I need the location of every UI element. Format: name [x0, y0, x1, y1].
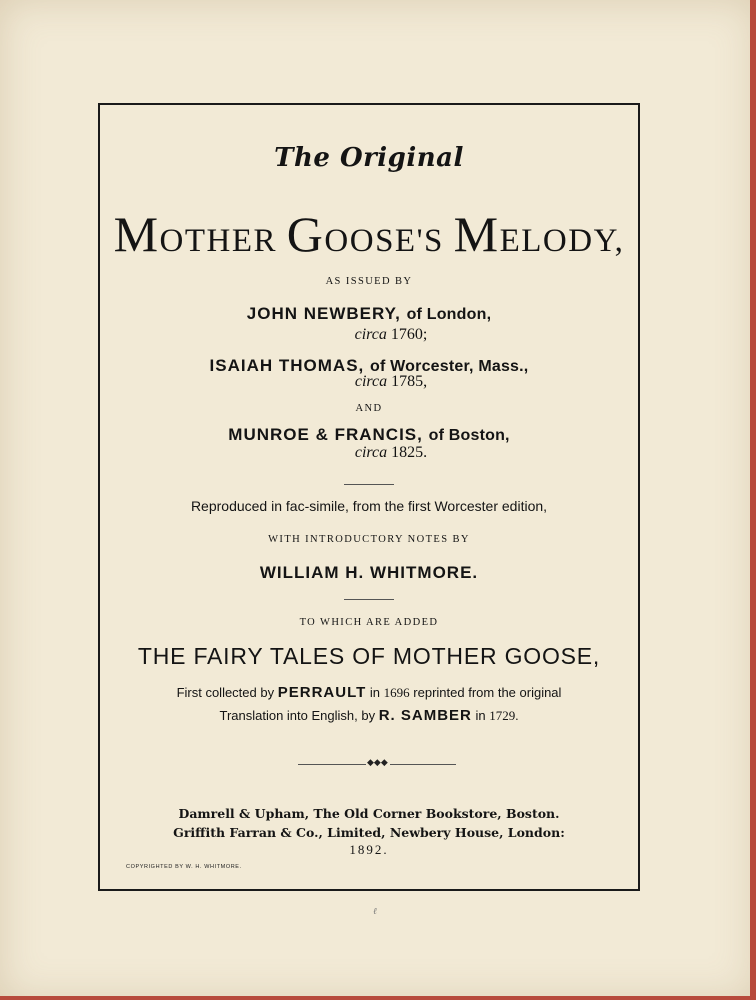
title-the-original: The Original: [274, 143, 464, 173]
copyright-notice: COPYRIGHTED BY W. H. WHITMORE.: [126, 864, 242, 870]
edition-1-year: 1760;: [390, 326, 428, 343]
reproduced-line: Reproduced in fac-simile, from the first Worcester edition,: [190, 498, 548, 514]
edition-1-circa: circa: [354, 326, 387, 343]
main-title: [98, 205, 640, 263]
fairy-tales-title: THE FAIRY TALES OF MOTHER GOOSE,: [137, 643, 601, 669]
page-edge-bottom: [0, 996, 756, 1000]
and-label: AND: [355, 403, 383, 414]
edition-1-publisher: JOHN NEWBERY,: [246, 304, 401, 323]
edition-3-circa: circa: [354, 444, 388, 461]
ornament-diamonds: ◆◆◆: [367, 758, 388, 768]
title-cap-m1: M: [113, 206, 160, 262]
page-edge-right: [750, 0, 756, 1000]
edition-2-place: of Worcester, Mass.,: [370, 358, 529, 375]
edition-1-place: of London,: [406, 306, 492, 323]
edition-3-publisher: MUNROE & FRANCIS,: [228, 425, 423, 444]
publish-year: 1892.: [349, 842, 389, 857]
title-cap-g: G: [286, 206, 325, 262]
fairy-line-1-a: First collected by: [176, 685, 275, 700]
edition-2-circa: circa: [354, 373, 388, 390]
edition-3-name: [98, 425, 640, 445]
intro-notes-label: WITH INTRODUCTORY NOTES BY: [268, 534, 470, 545]
fairy-line-1-c: in: [369, 685, 381, 700]
fairy-line-2-a: Translation into English, by: [219, 708, 376, 723]
added-label: TO WHICH ARE ADDED: [299, 617, 439, 628]
fairy-line-2: [98, 707, 640, 724]
fairy-line-2-c: in: [475, 708, 486, 723]
edition-3-date: [120, 444, 662, 462]
as-issued-label: AS ISSUED BY: [325, 276, 413, 287]
title-word-goose: OOSE'S: [324, 223, 444, 259]
editor-name: WILLIAM H. WHITMORE.: [259, 563, 479, 582]
fairy-line-1: [98, 684, 640, 701]
edition-1-date: [120, 326, 662, 344]
title-word-other: OTHER: [159, 223, 278, 259]
pencil-mark: ℓ: [373, 907, 377, 917]
publisher-line-1: Damrell & Upham, The Old Corner Bookstore, Boston.: [178, 806, 560, 821]
edition-2-year: 1785,: [391, 373, 428, 390]
divider-short-2: [344, 599, 394, 600]
fairy-line-1-e: reprinted from the original: [413, 685, 562, 700]
edition-3-place: of Boston,: [428, 427, 510, 444]
fairy-year-1729: 1729.: [489, 708, 519, 723]
ornament-rule-left: [298, 764, 366, 765]
ornament-rule-right: [390, 764, 456, 765]
edition-1-name: [98, 304, 640, 324]
edition-3-year: 1825.: [391, 444, 428, 461]
title-cap-m2: M: [453, 206, 500, 262]
divider-short-1: [344, 484, 394, 485]
edition-2-publisher: ISAIAH THOMAS,: [209, 356, 365, 375]
fairy-year-1696: 1696: [383, 685, 410, 700]
edition-2-date: [120, 373, 662, 391]
publisher-line-2: Griffith Farran & Co., Limited, Newbery House, London:: [173, 825, 565, 840]
perrault-name: PERRAULT: [277, 684, 367, 701]
title-word-melody: ELODY,: [499, 223, 625, 259]
samber-name: R. SAMBER: [378, 707, 472, 724]
